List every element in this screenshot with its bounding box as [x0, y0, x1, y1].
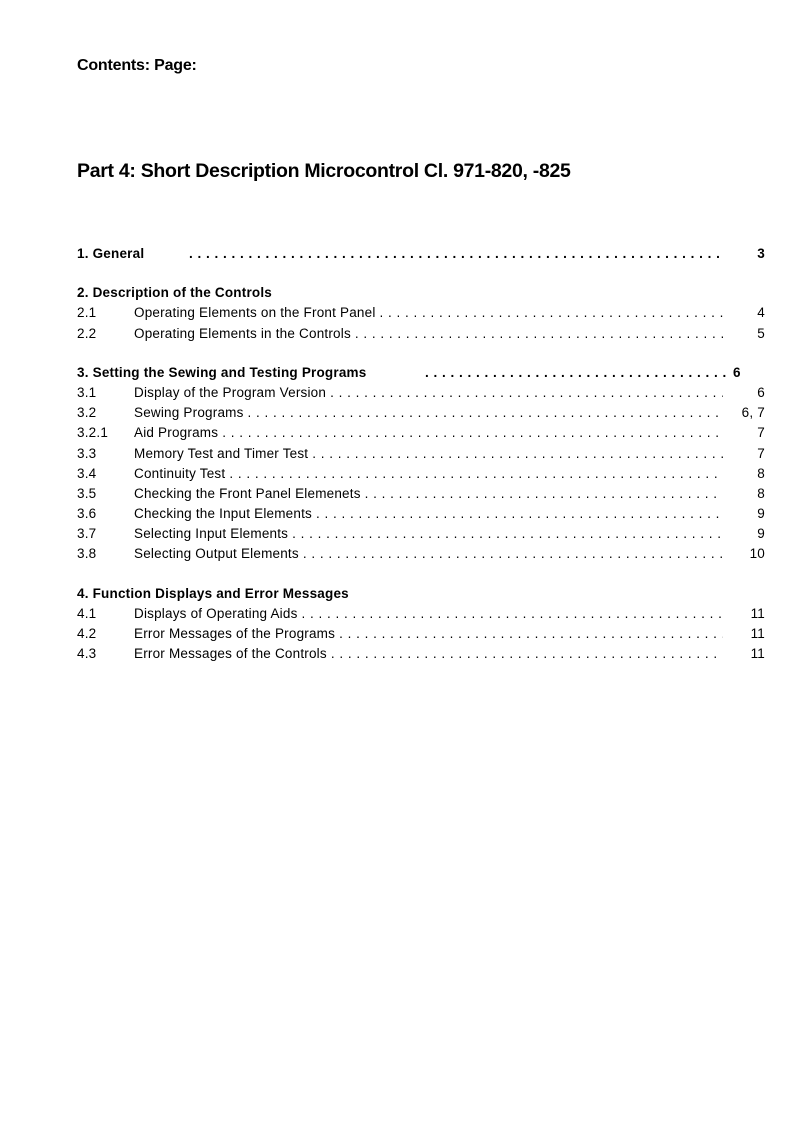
toc-entry-number: 4.3: [77, 646, 97, 662]
dot-leader: [355, 324, 723, 344]
toc-heading-row[interactable]: [77, 363, 765, 383]
dot-leader: [229, 464, 723, 484]
toc-entry-number: 2.2: [77, 325, 97, 341]
toc-entry[interactable]: [77, 504, 765, 524]
dot-leader: [316, 504, 723, 524]
toc-section-2: [77, 283, 765, 344]
toc-entry-number: 3.8: [77, 546, 97, 562]
toc-entry-label: Error Messages of the Programs: [134, 626, 336, 641]
dot-leader: [339, 624, 723, 644]
toc-entry[interactable]: [77, 403, 765, 423]
toc-entry[interactable]: [77, 303, 765, 323]
dot-leader: [292, 524, 723, 544]
toc-entry-label: Operating Elements on the Front Panel: [134, 305, 376, 321]
toc-section-3: [77, 363, 765, 565]
dot-leader: [365, 484, 723, 504]
toc-heading: 2. Description of the Controls: [77, 285, 273, 301]
toc-entry-number: 3.2.1: [77, 425, 109, 441]
toc-heading-row: [77, 584, 765, 604]
toc-page-number: 9: [757, 506, 765, 522]
toc-section-4: [77, 584, 765, 665]
toc-entry-general[interactable]: [77, 244, 765, 264]
toc-heading: 3. Setting the Sewing and Testing Programs: [77, 364, 367, 380]
toc-page-number: 9: [757, 526, 765, 542]
toc-entry[interactable]: [77, 423, 765, 443]
dot-leader: [312, 444, 723, 464]
toc-page-number: 6: [733, 364, 741, 380]
toc-entry-number: 3.3: [77, 445, 97, 461]
toc-entry-label: Continuity Test: [134, 465, 226, 481]
toc-entry-label: Selecting Input Elements: [134, 526, 289, 542]
dot-leader: [248, 403, 723, 423]
toc-page-number: 6: [757, 384, 765, 400]
toc-entry-number: 2.1: [77, 305, 97, 321]
toc-entry-label: Selecting Output Elements: [134, 546, 299, 562]
toc-entry-number: 3.2: [77, 405, 97, 421]
toc-entry-number: 3.6: [77, 506, 97, 522]
toc-page-number: 6, 7: [741, 405, 765, 421]
dot-leader: [331, 644, 723, 664]
dot-leader: [303, 544, 723, 564]
toc-page-number: 7: [757, 425, 765, 441]
toc-entry-label: Checking the Input Elements: [134, 506, 312, 522]
toc-page-number: 10: [749, 546, 765, 562]
toc-entry-label: Display of the Program Version: [134, 384, 327, 400]
dot-leader: [380, 303, 723, 323]
dot-leader: [189, 244, 723, 264]
part-title: Part 4: Short Description Microcontrol Cl. 971-820, -825: [77, 160, 571, 182]
toc-entry[interactable]: [77, 484, 765, 504]
toc-heading: 1. General: [77, 246, 145, 261]
toc-entry-label: Memory Test and Timer Test: [134, 445, 309, 461]
dot-leader: [425, 363, 731, 383]
toc-entry-number: 3.4: [77, 465, 97, 481]
toc-heading-row: [77, 283, 765, 303]
toc-entry-label: Checking the Front Panel Elemenets: [134, 485, 361, 501]
contents-title: Contents: Page:: [77, 57, 197, 74]
dot-leader: [222, 423, 723, 443]
toc-entry-label: Displays of Operating Aids: [134, 605, 298, 621]
toc-entry-label: Operating Elements in the Controls: [134, 325, 351, 341]
dot-leader: [302, 604, 723, 624]
toc-page-number: 11: [750, 605, 765, 621]
toc-page-number: 3: [757, 246, 765, 261]
toc-entry[interactable]: [77, 324, 765, 344]
toc-entry[interactable]: [77, 644, 765, 664]
toc-page-number: 5: [757, 325, 765, 341]
toc-page-number: 4: [757, 305, 765, 321]
toc-section-general: [77, 244, 765, 264]
toc-page-number: 8: [757, 485, 765, 501]
toc-page-number: 11: [750, 626, 765, 641]
toc-entry[interactable]: [77, 383, 765, 403]
toc-page-number: 11: [750, 646, 765, 662]
dot-leader: [330, 383, 723, 403]
toc-entry[interactable]: [77, 624, 765, 644]
toc-heading: 4. Function Displays and Error Messages: [77, 585, 349, 601]
toc-entry-number: 3.7: [77, 526, 97, 542]
toc-entry[interactable]: [77, 444, 765, 464]
toc-entry[interactable]: [77, 544, 765, 564]
toc-entry-number: 4.2: [77, 626, 97, 641]
toc-entry[interactable]: [77, 604, 765, 624]
toc-entry[interactable]: [77, 464, 765, 484]
toc-entry-number: 3.5: [77, 485, 97, 501]
toc-page-number: 8: [757, 465, 765, 481]
toc-entry-label: Error Messages of the Controls: [134, 646, 327, 662]
toc-entry-number: 4.1: [77, 605, 97, 621]
toc-page-number: 7: [757, 445, 765, 461]
toc-entry-label: Aid Programs: [134, 425, 219, 441]
toc-entry-number: 3.1: [77, 384, 97, 400]
table-of-contents: [77, 244, 765, 664]
toc-entry[interactable]: [77, 524, 765, 544]
toc-entry-label: Sewing Programs: [134, 405, 244, 421]
